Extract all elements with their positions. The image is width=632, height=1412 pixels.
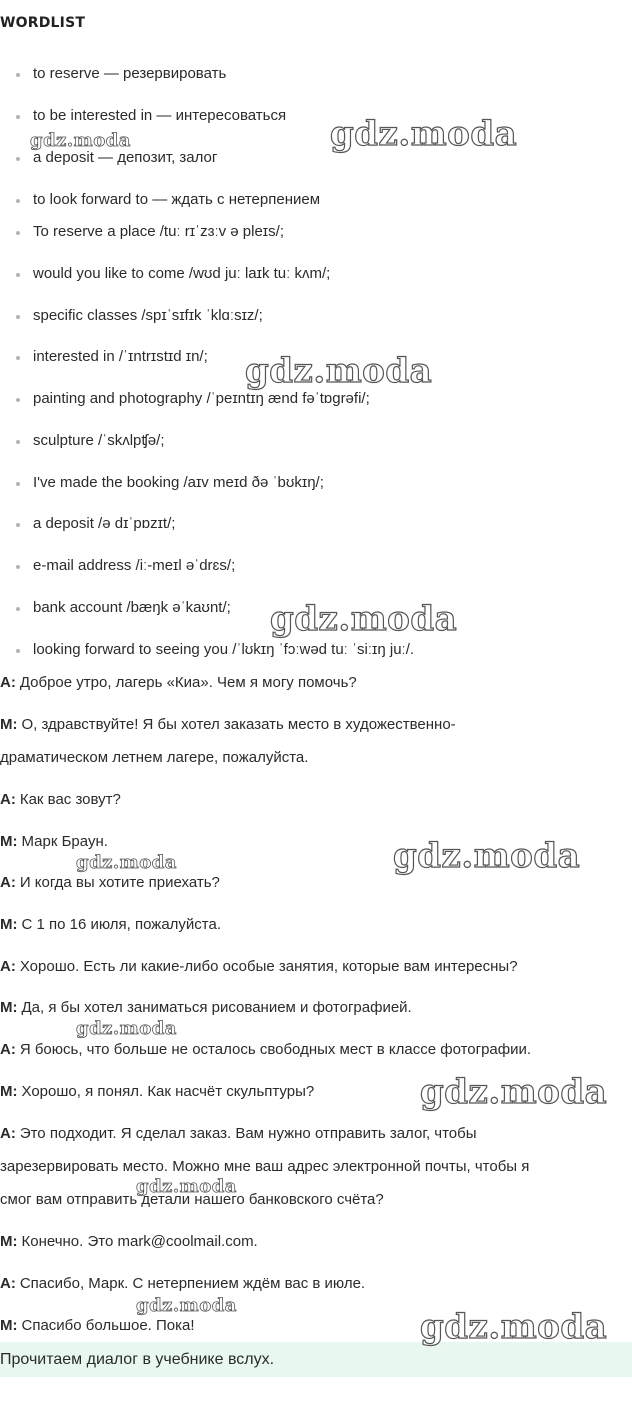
dialog-text: Марк Браун. (21, 833, 108, 850)
bullet-icon (16, 565, 20, 569)
watermark: gdz.moda (420, 1072, 608, 1112)
bullet-icon (16, 273, 20, 277)
dialog-text: драматическом летнем лагере, пожалуйста. (0, 749, 309, 766)
dialog-text: Да, я бы хотел заниматься рисованием и фотографией. (21, 999, 412, 1016)
watermark: gdz.moda (270, 599, 458, 639)
dialog-line (0, 1190, 384, 1210)
dialog-text: Хорошо, я понял. Как насчёт скульптуры? (21, 1083, 315, 1100)
dialog-line (0, 1124, 477, 1144)
wordlist-item-text: to be interested in — интересоваться (33, 107, 287, 124)
wordlist-item-text: specific classes /spɪˈsɪfɪk ˈklɑːsɪz/; (33, 307, 263, 324)
bullet-icon (16, 440, 20, 444)
bullet-icon (16, 356, 20, 360)
speaker-label: A: (0, 791, 16, 808)
speaker-label: M: (0, 1233, 18, 1250)
wordlist-item-text: to reserve — резервировать (33, 65, 227, 82)
dialog-line (0, 673, 357, 693)
wordlist-item-text: I've made the booking /aɪv meɪd ðə ˈbʊkɪŋ/; (33, 474, 324, 491)
dialog-line (0, 1157, 529, 1177)
dialog-line (0, 915, 221, 935)
wordlist-heading: WORDLIST (0, 15, 86, 31)
speaker-label: M: (0, 1083, 18, 1100)
dialog-line (0, 1232, 258, 1252)
bullet-icon (16, 73, 20, 77)
wordlist-item-text: a deposit /ə dɪˈpɒzɪt/; (33, 515, 176, 532)
dialog-text: Спасибо большое. Пока! (21, 1317, 195, 1334)
speaker-label: A: (0, 1275, 16, 1292)
watermark: gdz.moda (420, 1307, 608, 1347)
bullet-icon (16, 649, 20, 653)
wordlist-item-text: sculpture /ˈskʌlpʧə/; (33, 432, 165, 449)
dialog-text: Хорошо. Есть ли какие-либо особые занятия, которые вам интересны? (19, 958, 518, 975)
speaker-label: A: (0, 1125, 16, 1142)
dialog-text: Это подходит. Я сделал заказ. Вам нужно отправить залог, чтобы (19, 1125, 477, 1142)
dialog-text: Конечно. Это mark@coolmail.com. (21, 1233, 258, 1250)
dialog-line (0, 832, 108, 852)
wordlist-item-text: e-mail address /iː-meɪl əˈdrɛs/; (33, 557, 236, 574)
wordlist-item-text: a deposit — депозит, залог (33, 149, 218, 166)
dialog-line (0, 1040, 531, 1060)
dialog-text: Я боюсь, что больше не осталось свободных мест в классе фотографии. (19, 1041, 532, 1058)
wordlist-item-text: painting and photography /ˈpeɪntɪŋ ænd fəˈtɒgrəfi/; (33, 390, 370, 407)
bullet-icon (16, 115, 20, 119)
speaker-label: A: (0, 958, 16, 975)
dialog-line (0, 790, 121, 810)
watermark: gdz.moda (76, 852, 177, 873)
speaker-label: M: (0, 833, 18, 850)
dialog-text: И когда вы хотите приехать? (19, 874, 220, 891)
dialog-text: зарезервировать место. Можно мне ваш адрес электронной почты, чтобы я (0, 1158, 530, 1175)
dialog-text: О, здравствуйте! Я бы хотел заказать место в художественно- (21, 716, 456, 733)
reading-note-box (0, 1342, 632, 1377)
watermark: gdz.moda (30, 130, 131, 151)
dialog-text: Спасибо, Марк. С нетерпением ждём вас в июле. (19, 1275, 366, 1292)
wordlist-item-text: would you like to come /wʊd juː laɪk tuː kʌm/; (33, 265, 331, 282)
reading-note: Прочитаем диалог в учебнике вслух. (0, 1351, 275, 1368)
watermark: gdz.moda (136, 1295, 237, 1316)
dialog-text: Как вас зовут? (19, 791, 121, 808)
wordlist-item-text: looking forward to seeing you /ˈlʊkɪŋ ˈfɔːwəd tuː ˈsiːɪŋ juː/. (33, 641, 415, 658)
dialog-text: Доброе утро, лагерь «Киа». Чем я могу помочь? (19, 674, 357, 691)
dialog-line (0, 748, 308, 768)
speaker-label: M: (0, 916, 18, 933)
watermark: gdz.moda (393, 836, 581, 876)
bullet-icon (16, 482, 20, 486)
bullet-icon (16, 231, 20, 235)
dialog-text: смог вам отправить детали нашего банковского счёта? (0, 1191, 384, 1208)
dialog-line (0, 1274, 365, 1294)
bullet-icon (16, 315, 20, 319)
dialog-line (0, 1316, 195, 1336)
watermark: gdz.moda (245, 351, 433, 391)
speaker-label: M: (0, 716, 18, 733)
dialog-line (0, 957, 518, 977)
watermark: gdz.moda (330, 114, 518, 154)
dialog-text: С 1 по 16 июля, пожалуйста. (21, 916, 222, 933)
watermark: gdz.moda (136, 1176, 237, 1197)
wordlist-item-text: interested in /ˈɪntrɪstɪd ɪn/; (33, 348, 208, 365)
bullet-icon (16, 523, 20, 527)
speaker-label: A: (0, 874, 16, 891)
dialog-line (0, 715, 456, 735)
speaker-label: M: (0, 999, 18, 1016)
speaker-label: A: (0, 674, 16, 691)
watermark: gdz.moda (76, 1018, 177, 1039)
dialog-line (0, 998, 412, 1018)
dialog-line (0, 1082, 314, 1102)
bullet-icon (16, 398, 20, 402)
wordlist-item-text: bank account /bæŋk əˈkaʊnt/; (33, 599, 231, 616)
wordlist-item-text: to look forward to — ждать с нетерпением (33, 191, 321, 208)
dialog-line (0, 873, 220, 893)
speaker-label: M: (0, 1317, 18, 1334)
wordlist-item-text: To reserve a place /tuː rɪˈzɜːv ə pleɪs/; (33, 223, 284, 240)
speaker-label: A: (0, 1041, 16, 1058)
bullet-icon (16, 157, 20, 161)
bullet-icon (16, 199, 20, 203)
bullet-icon (16, 607, 20, 611)
